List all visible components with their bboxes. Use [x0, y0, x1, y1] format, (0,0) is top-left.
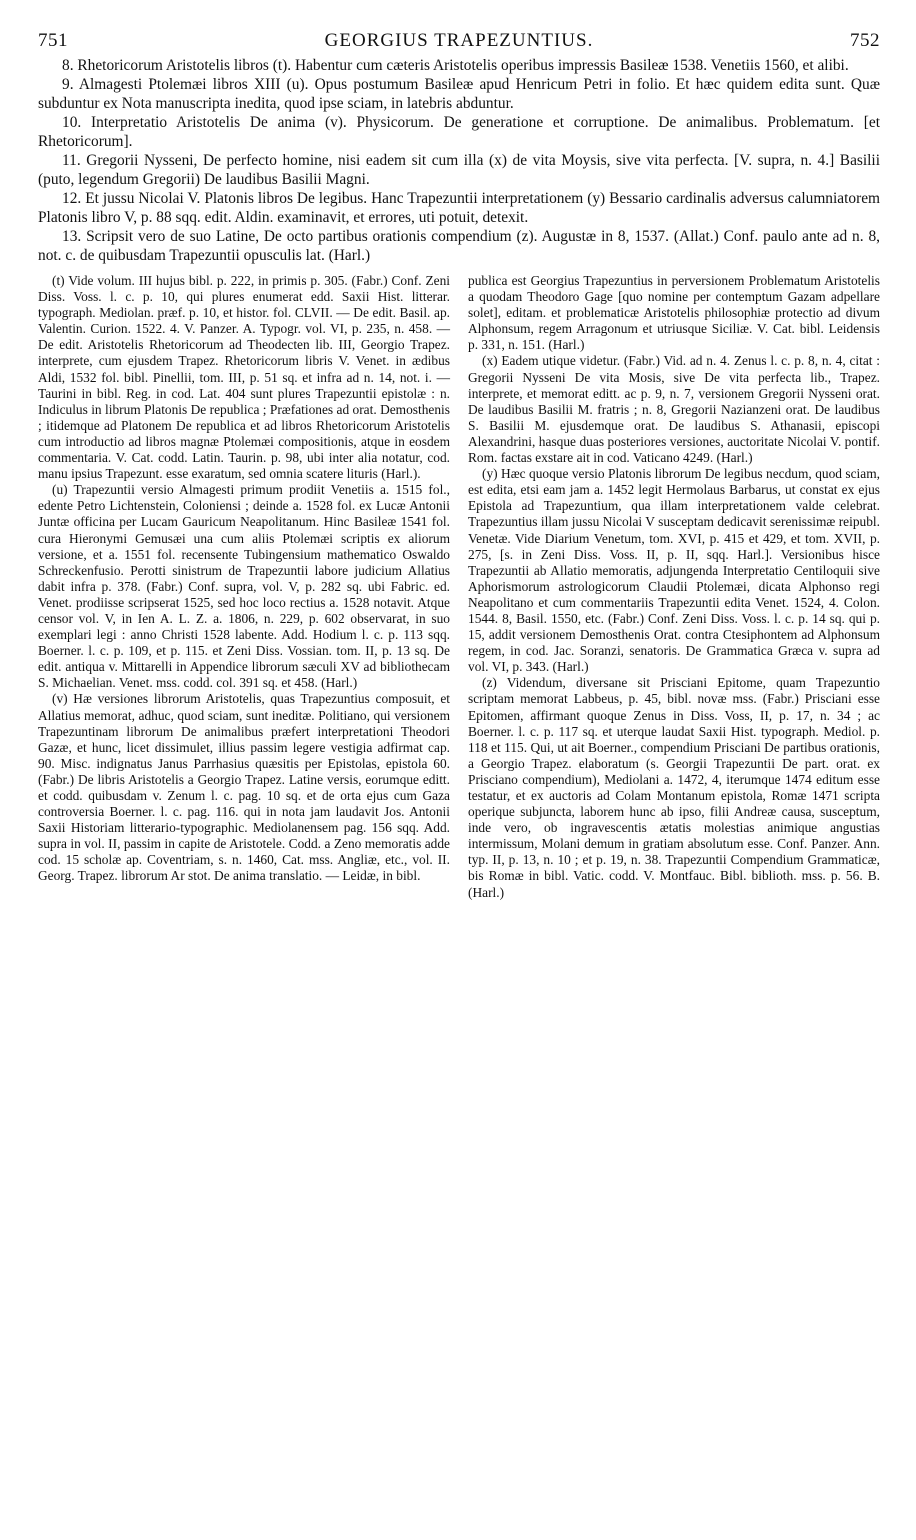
- footnote-x: (x) Eadem utique videtur. (Fabr.) Vid. ad n. 4. Zenus l. c. p. 8, n. 4, citat : Gregorii Nysseni De vita Mosis, sive De vita perfecta lib., Trapez. interprete, et memorat editt. ac p. 9, n. 7, versionem Gregorii Nysseni orat. De laudibus Basilii M. fratris ; n. 8, Gregorii Nazianzeni orat. De laudibus S. Basilii M. ejusdemque orat. De laudibus S. Athanasii, episcopi Alexandrini, hasque duas posteriores versiones, auctoritate Nicolai V. pontif. Rom. factas exstare ait in cod. Vaticano 4249. (Harl.): [468, 353, 880, 466]
- item-9: 9. Almagesti Ptolemæi libros XIII (u). Opus postumum Basileæ apud Henricum Petri in folio. Et hæc quidem edita sunt. Quæ subduntur ex Nota manuscripta inedita, quod ipse sciam, in latebris abduntur.: [38, 76, 880, 112]
- item-10: 10. Interpretatio Aristotelis De anima (v). Physicorum. De generatione et corruptione. De animalibus. Problematum. [et Rhetoricorum].: [38, 114, 880, 150]
- page-number-left: 751: [38, 30, 68, 51]
- footnotes-right-column: [468, 273, 880, 901]
- document-page: [38, 30, 880, 901]
- footnote-u: (u) Trapezuntii versio Almagesti primum prodiit Venetiis a. 1515 fol., edente Petro Lichtenstein, Coloniensi ; deinde a. 1528 fol. ex Lucæ Antonii Juntæ officina per Lucam Gauricum Neapolitanum. Hinc Basileæ 1541 fol. cura Hieronymi Gemusæi una cum aliis Ptolemæi scriptis ex aliorum versione, et a. 1551 fol. recensente Tubingensium mathematico Oswaldo Schreckenfusio. Perotti sinistrum de Trapezuntii labore judicium Allatius dabit infra p. 378. (Fabr.) Conf. supra, vol. V, p. 282 sq. ubi Fabric. ed. Venet. prodiisse scripserat 1525, sed hoc loco rectius a. 1528 notavit. Atque censor vol. V, in Ien A. L. Z. a. 1806, n. 229, p. 602 observarat, in suo exemplari legi : anno Christi 1528 labente. Add. Hodium l. c. p. 113 sqq. Boerner. l. c. p. 109, et p. 115. et Zeni Diss. Vossian. tom. II, p. 13 sq. De edit. antiqua v. Mittarelli in Appendice librorum sæculi XV ad bibliothecam S. Michaelian. Venet. mss. codd. col. 391 sq. et 458. (Harl.): [38, 482, 450, 691]
- footnote-t: (t) Vide volum. III hujus bibl. p. 222, in primis p. 305. (Fabr.) Conf. Zeni Diss. Voss. l. c. p. 10, qui plures enumerat edd. Saxii Hist. litterar. typograph. Mediolan. præf. p. 10, et histor. fol. CLVII. — De edit. Basil. ap. Valentin. Curion. 1522. 4. V. Panzer. A. Typogr. vol. VI, p. 235, n. 458. — De edit. Aristotelis Rhetoricorum ad Theodecten lib. III, Georgio Trapez. interprete, cum ejusdem Trapez. Rhetoricorum libris V. Venet. in ædibus Aldi, 1532 fol. bibl. Pinellii, tom. III, p. 51 sq. et infra ad n. 14, not. i. — Taurini in bibl. Reg. in cod. Lat. 404 sunt plures Trapezuntii epistolæ : n. Indiculus in librum Platonis De republica ; Præfationes ad orat. Demosthenis ; itidemque ad Platonem De republica et ad libros Rhetoricorum Aristotelis cum introductio ad libros magnæ Ptolemæi compositionis, atque in eosdem commentaria. V. Cat. codd. Latin. Taurin. p. 98, ubi inter alia notatur, cod. manu ipsius Trapezunt. esse exaratum, sed omnia scatere lituris (Harl.).: [38, 273, 450, 482]
- footnotes: [38, 273, 880, 901]
- page-number-right: 752: [849, 30, 880, 51]
- footnote-v: (v) Hæ versiones librorum Aristotelis, quas Trapezuntius composuit, et Allatius memorat, adhuc, quod sciam, sunt ineditæ. Politiano, qui versionem Trapezuntinam librorum De animalibus præfert interpretationi Theodori Gazæ, et hunc, licet dissimulet, illius passim legere vestigia adfirmat cap. 90. Misc. indignatus Janus Parrhasius quæsitis per Epistolas, epistola 60. (Fabr.) De libris Aristotelis a Georgio Trapez. Latine versis, eorumque editt. et codd. quibusdam v. Zenum l. c. pag. 10 sq. et de orta ejus cum Gaza controversia Boerner. l. c. pag. 116. qui in nota jam laudavit Jos. Antonii Saxii Historiam litterario-typographic. Mediolanensem pag. 156 sqq. Add. supra in vol. II, passim in capite de Aristotele. Codd. a Zeno memoratis adde cod. 15 scholæ ap. Coventriam, s. n. 1460, Cat. mss. Angliæ, etc., vol. II. Georg. Trapez. librorum Ar stot. De anima translatio. — Leidæ, in bibl.: [38, 691, 450, 884]
- item-13: 13. Scripsit vero de suo Latine, De octo partibus orationis compendium (z). Augustæ in 8, 1537. (Allat.) Conf. paulo ante ad n. 8, not. c. de quibusdam Trapezuntii opusculis lat. (Harl.): [38, 228, 880, 264]
- footnote-z: (z) Videndum, diversane sit Prisciani Epitome, quam Trapezuntio scriptam memorat Labbeus, p. 45, bibl. novæ mss. (Fabr.) Prisciani esse Epitomen, affirmant quoque Zenus in Diss. Voss, II, p. 17, n. 34 ; ac Boerner. l. c. p. 117 sq. et uterque laudat Saxii Hist. typograph. Mediol. p. 118 et 115. Qui, ut ait Boerner., compendium Prisciani De partibus orationis, a Georgio Trapez. elaboratum (s. Georgii Trapezuntii De part. orat. ex Prisciano compendium), Mediolani a. 1472, 4, iterumque 1474 editum esse testatur, et ex auctoris ad Colam Montanum epistola, Romæ 1471 scripta operique subjuncta, laborem hunc ab ipso, filii Andreæ causa, susceptum, inde vero, ob ingravescentis ætatis molestias animique angustias intermissum, Molani demum in gratiam absolutum esse. Conf. Panzer. Ann. typ. II, p. 13, n. 10 ; et p. 19, n. 38. Trapezuntii Compendium Grammaticæ, bis Romæ in bibl. Vatic. codd. V. Montfauc. Bibl. biblioth. mss. p. 56. B. (Harl.): [468, 675, 880, 900]
- item-11: 11. Gregorii Nysseni, De perfecto homine, nisi eadem sit cum illa (x) de vita Moysis, sive vita perfecta. [V. supra, n. 4.] Basilii (puto, legendum Gregorii) De laudibus Basilii Magni.: [38, 152, 880, 188]
- footnote-v-continued: publica est Georgius Trapezuntius in perversionem Problematum Aristotelis a quodam Theodoro Gage [quo nomine per contemptum Gazam adpellare solet], editam. et problematicæ Aristotelis philosophiæ protectio ad divum Alphonsum, regem Arragonum et utriusque Siciliæ. V. Cat. bibl. Leidensis p. 331, n. 151. (Harl.): [468, 273, 880, 353]
- running-title: GEORGIUS TRAPEZUNTIUS.: [324, 30, 594, 51]
- footnote-y: (y) Hæc quoque versio Platonis librorum De legibus necdum, quod sciam, est edita, etsi eam jam a. 1452 legit Hermolaus Barbarus, ut constat ex ejus Epistola ad Trapezuntium, qua illam interpretationem valde celebrat. Trapezuntius illam jussu Nicolai V susceptam dedicavit serenissimæ reipubl. Venetæ. Vide Diarium Venetum, tom. XVI, p. 415 et 429, et tom. XVII, p. 275, [s. in Zeni Diss. Voss. II, p. II, sqq. Harl.]. Versionibus hisce Trapezuntii ab Allatio memoratis, adjungenda Interpretatio Centiloquii sive Aphorismorum astrologicorum Claudii Ptolemæi, dicata Alphonso regi Neapolitano et cum commentariis Trapezuntii edita Venet. 1524, 4. Colon. 1544. 8, Basil. 1550, etc. (Fabr.) Conf. Zeni Diss. Voss. l. c. p. 14 sq. qui p. 15, addit versionem Demosthenis Orat. contra Ctesiphontem ad Alphonsum regem, in cod. Jac. Soranzi, senatoris. De Grammatica Græca v. supra ad vol. VI, p. 343. (Harl.): [468, 466, 880, 675]
- running-header: [38, 30, 880, 52]
- footnotes-left-column: [38, 273, 450, 901]
- main-text: [38, 56, 880, 265]
- item-8: 8. Rhetoricorum Aristotelis libros (t). Habentur cum cæteris Aristotelis operibus impressis Basileæ 1538. Venetiis 1560, et alibi.: [62, 57, 849, 74]
- item-12: 12. Et jussu Nicolai V. Platonis libros De legibus. Hanc Trapezuntii interpretationem (y) Bessario cardinalis adversus calumniatorem Platonis libro V, p. 88 sqq. edit. Aldin. examinavit, et errores, uti potuit, detexit.: [38, 190, 880, 226]
